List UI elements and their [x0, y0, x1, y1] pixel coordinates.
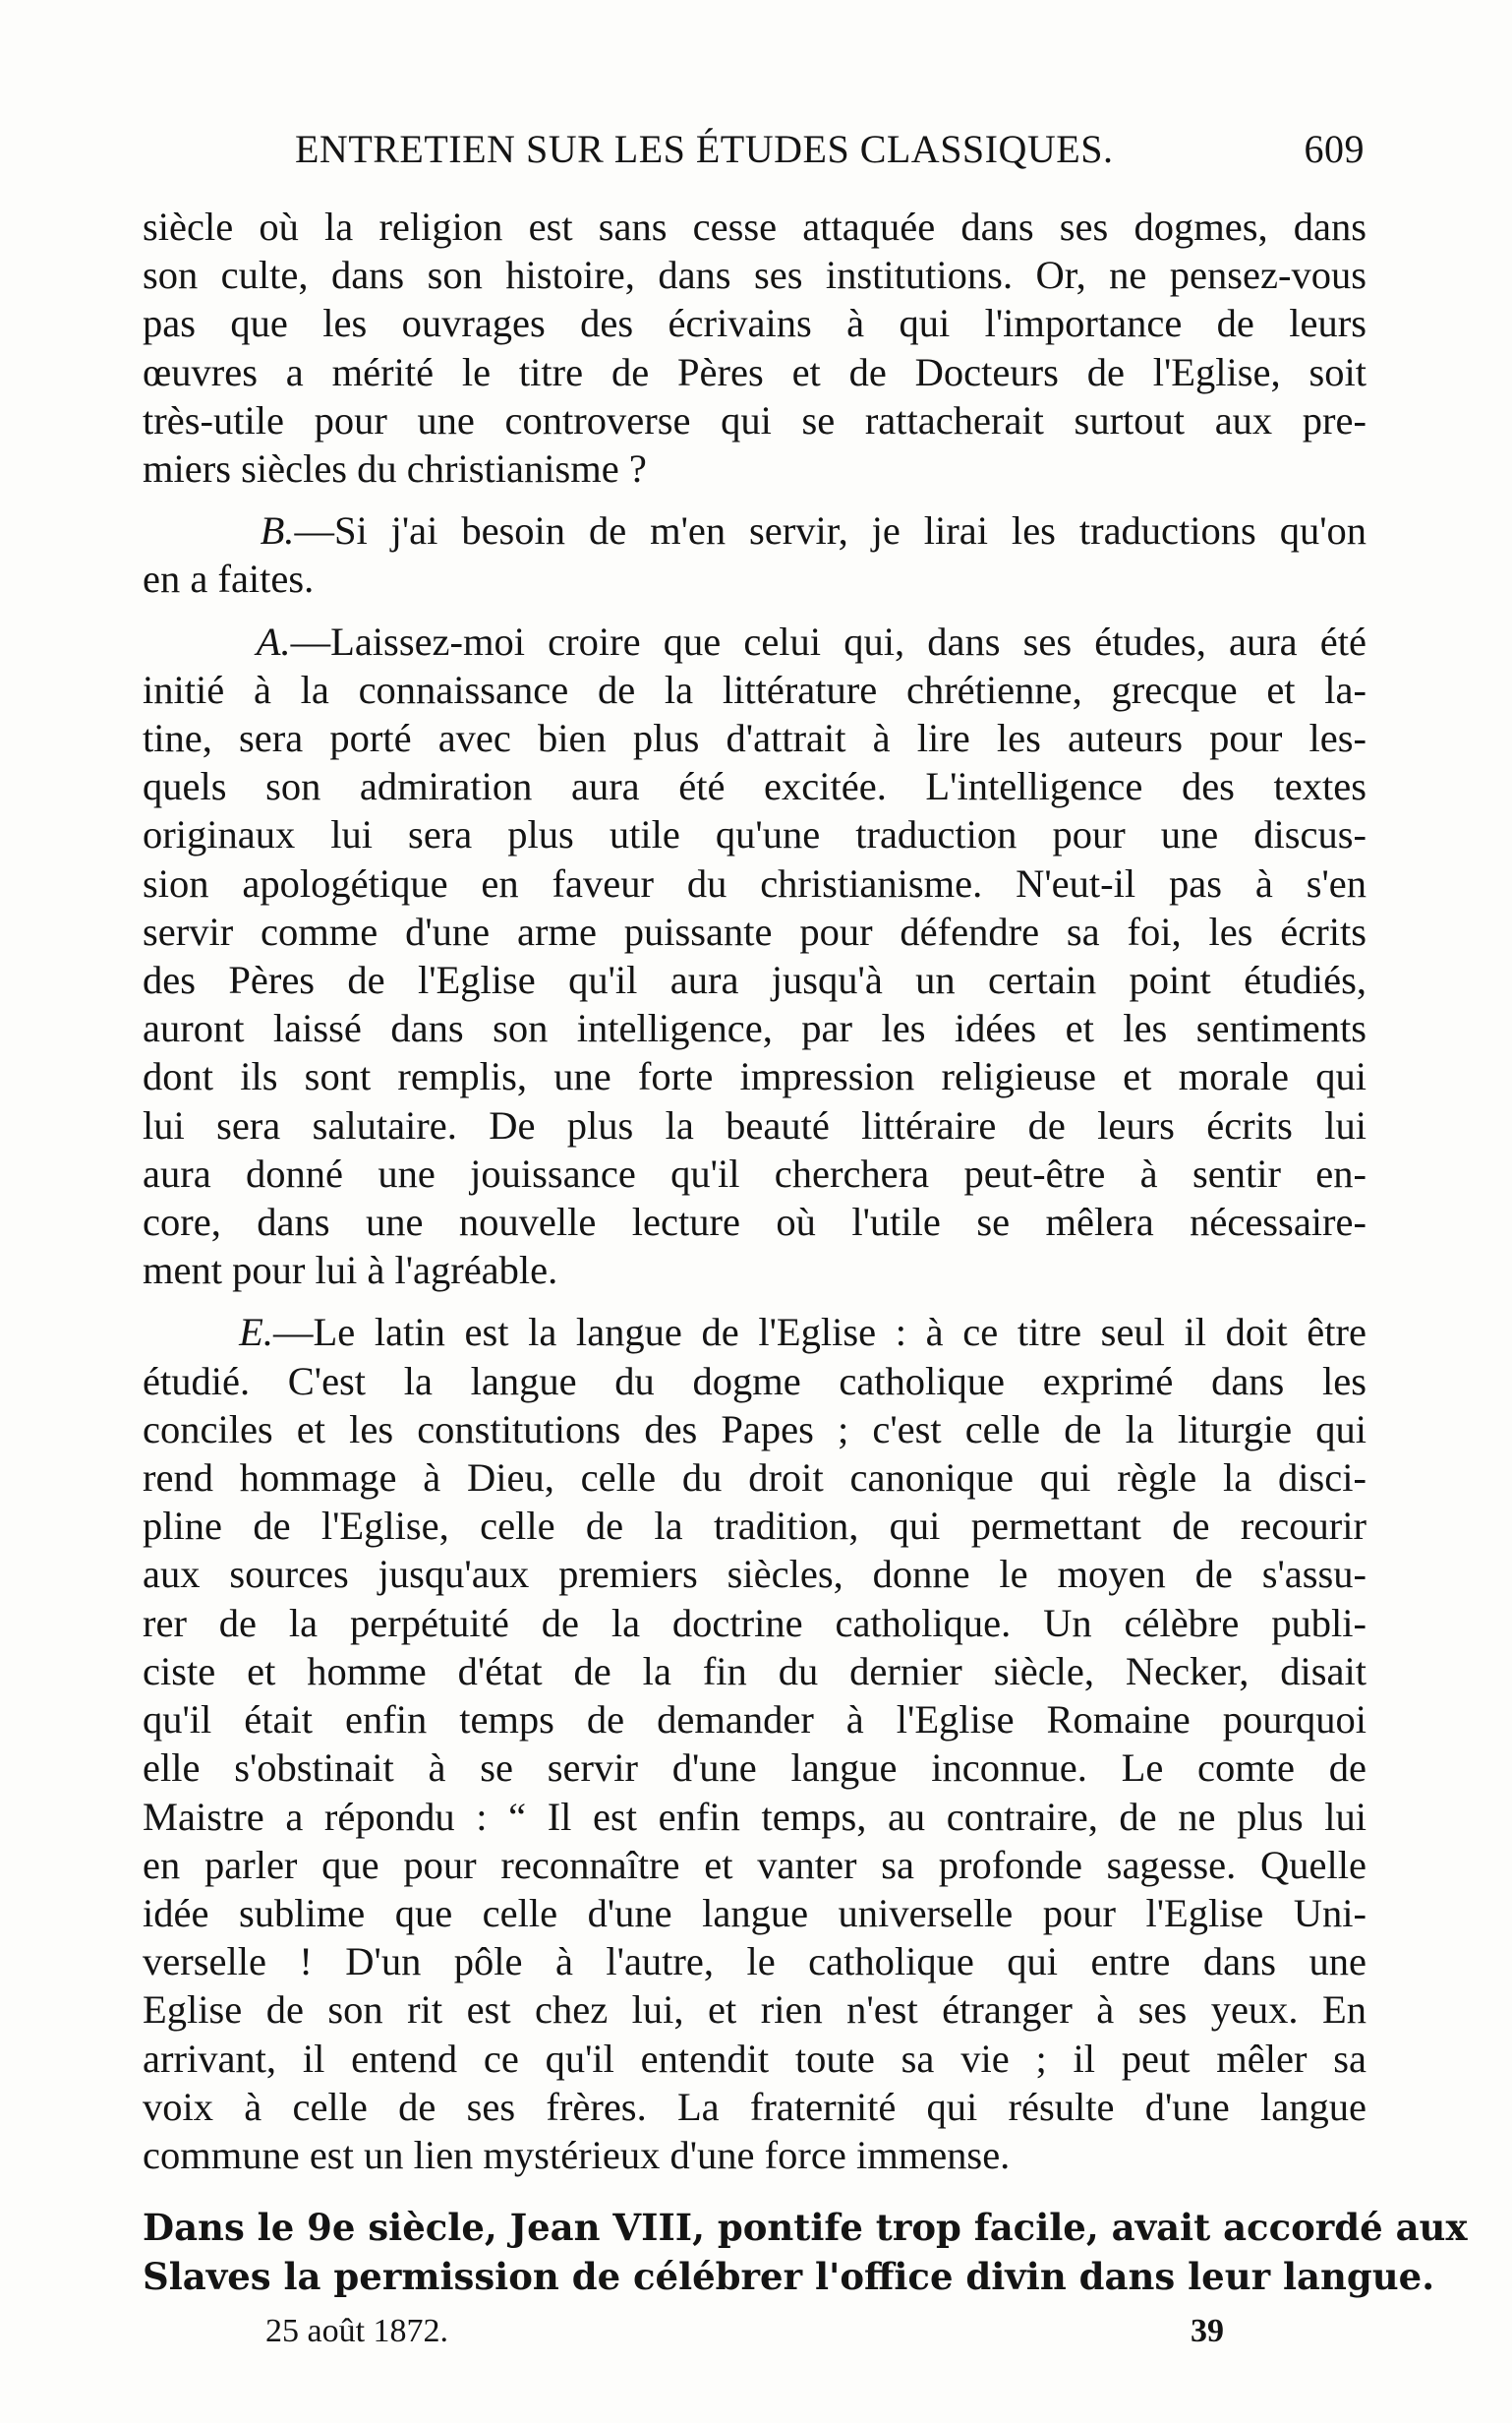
line-text: —Le latin est la langue de l'Eglise : à ce titre seul il doit être	[273, 1310, 1367, 1355]
text-line	[143, 1308, 1367, 1356]
text-line: elle s'obstinait à se servir d'une langue inconnue. Le comte de	[143, 1745, 1367, 1791]
paragraph-speaker-a	[143, 618, 1367, 1295]
text-line: aux sources jusqu'aux premiers siècles, donne le moyen de s'assu-	[143, 1552, 1367, 1597]
text-line: lui sera salutaire. De plus la beauté littéraire de leurs écrits lui	[143, 1102, 1367, 1148]
text-line: pas que les ouvrages des écrivains à qui l'importance de leurs	[143, 301, 1367, 346]
text-line: core, dans une nouvelle lecture où l'utile se mêlera nécessaire-	[143, 1200, 1367, 1245]
text-line: Eglise de son rit est chez lui, et rien n'est étranger à ses yeux. En	[143, 1987, 1367, 2033]
page-footer	[143, 2313, 1224, 2356]
text-line: qu'il était enfin temps de demander à l'Eglise Romaine pourquoi	[143, 1697, 1367, 1743]
text-line: tine, sera porté avec bien plus d'attrait à lire les auteurs pour les-	[143, 716, 1367, 761]
speaker-label: B.	[260, 508, 295, 554]
text-line: arrivant, il entend ce qu'il entendit toute sa vie ; il peut mêler sa	[143, 2036, 1367, 2081]
speaker-label: E.	[239, 1310, 274, 1355]
text-line: commune est un lien mystérieux d'une force immense.	[143, 2132, 1011, 2177]
text-line: voix à celle de ses frères. La fraternité qui résulte d'une langue	[143, 2084, 1367, 2129]
text-line: dont ils sont remplis, une forte impression religieuse et morale qui	[143, 1054, 1367, 1099]
text-line: originaux lui sera plus utile qu'une traduction pour une discus-	[143, 812, 1367, 857]
text-line: auront laissé dans son intelligence, par les idées et les sentiments	[143, 1006, 1367, 1051]
paragraph-continued	[143, 203, 1367, 493]
text-line: son culte, dans son histoire, dans ses institutions. Or, ne pensez-vous	[143, 253, 1367, 298]
speaker-label: A.	[256, 619, 291, 664]
text-line: étudié. C'est la langue du dogme catholique exprimé dans les	[143, 1358, 1367, 1403]
text-line: verselle ! D'un pôle à l'autre, le catholique qui entre dans une	[143, 1939, 1367, 1984]
footnote-line: Slaves la permission de célébrer l'office divin dans leur langue.	[143, 2255, 1435, 2298]
text-line: rer de la perpétuité de la doctrine catholique. Un célèbre publi-	[143, 1600, 1367, 1645]
text-line: rend hommage à Dieu, celle du droit canonique qui règle la disci-	[143, 1455, 1367, 1501]
footnote	[143, 2203, 1468, 2301]
text-line: servir comme d'une arme puissante pour défendre sa foi, les écrits	[143, 909, 1367, 954]
text-line: en a faites.	[143, 557, 315, 602]
text-line: pline de l'Eglise, celle de la tradition, qui permettant de recourir	[143, 1504, 1367, 1549]
text-line: siècle où la religion est sans cesse attaquée dans ses dogmes, dans	[143, 205, 1367, 249]
text-line: des Pères de l'Eglise qu'il aura jusqu'à un certain point étudiés,	[143, 958, 1367, 1003]
paragraph-speaker-e	[143, 1308, 1367, 2179]
footnote-line: Dans le 9e siècle, Jean VIII, pontife trop facile, avait accordé aux	[143, 2206, 1468, 2249]
text-line: œuvres a mérité le titre de Pères et de Docteurs de l'Eglise, soit	[143, 349, 1367, 394]
text-line	[143, 618, 1367, 666]
text-line: très-utile pour une controverse qui se rattacherait surtout aux pre-	[143, 397, 1367, 443]
text-line: en parler que pour reconnaître et vanter sa profonde sagesse. Quelle	[143, 1842, 1367, 1887]
text-line: conciles et les constitutions des Papes ; c'est celle de la liturgie qui	[143, 1406, 1367, 1451]
line-text: —Si j'ai besoin de m'en servir, je lirai les traductions qu'on	[294, 508, 1367, 554]
paragraph-speaker-b	[143, 506, 1367, 603]
issue-date: 25 août 1872.	[265, 2313, 449, 2349]
text-line	[143, 506, 1367, 555]
text-line: quels son admiration aura été excitée. L'intelligence des textes	[143, 764, 1367, 809]
text-line: ciste et homme d'état de la fin du dernier siècle, Necker, disait	[143, 1648, 1367, 1693]
page-number: 609	[1304, 127, 1365, 171]
text-line: ment pour lui à l'agréable.	[143, 1248, 558, 1293]
text-line: idée sublime que celle d'une langue universelle pour l'Eglise Uni-	[143, 1890, 1367, 1935]
running-title: ENTRETIEN SUR LES ÉTUDES CLASSIQUES.	[295, 127, 1114, 171]
running-head	[143, 126, 1365, 175]
text-line: miers siècles du christianisme ?	[143, 446, 647, 492]
text-line: Maistre a répondu : “ Il est enfin temps, au contraire, de ne plus lui	[143, 1794, 1367, 1839]
signature-mark: 39	[1191, 2313, 1224, 2349]
body-text	[143, 203, 1367, 2179]
text-line: aura donné une jouissance qu'il cherchera peut-être à sentir en-	[143, 1151, 1367, 1196]
text-line: sion apologétique en faveur du christianisme. N'eut-il pas à s'en	[143, 860, 1367, 906]
text-line: initié à la connaissance de la littérature chrétienne, grecque et la-	[143, 667, 1367, 712]
line-text: —Laissez-moi croire que celui qui, dans ses études, aura été	[290, 619, 1367, 664]
